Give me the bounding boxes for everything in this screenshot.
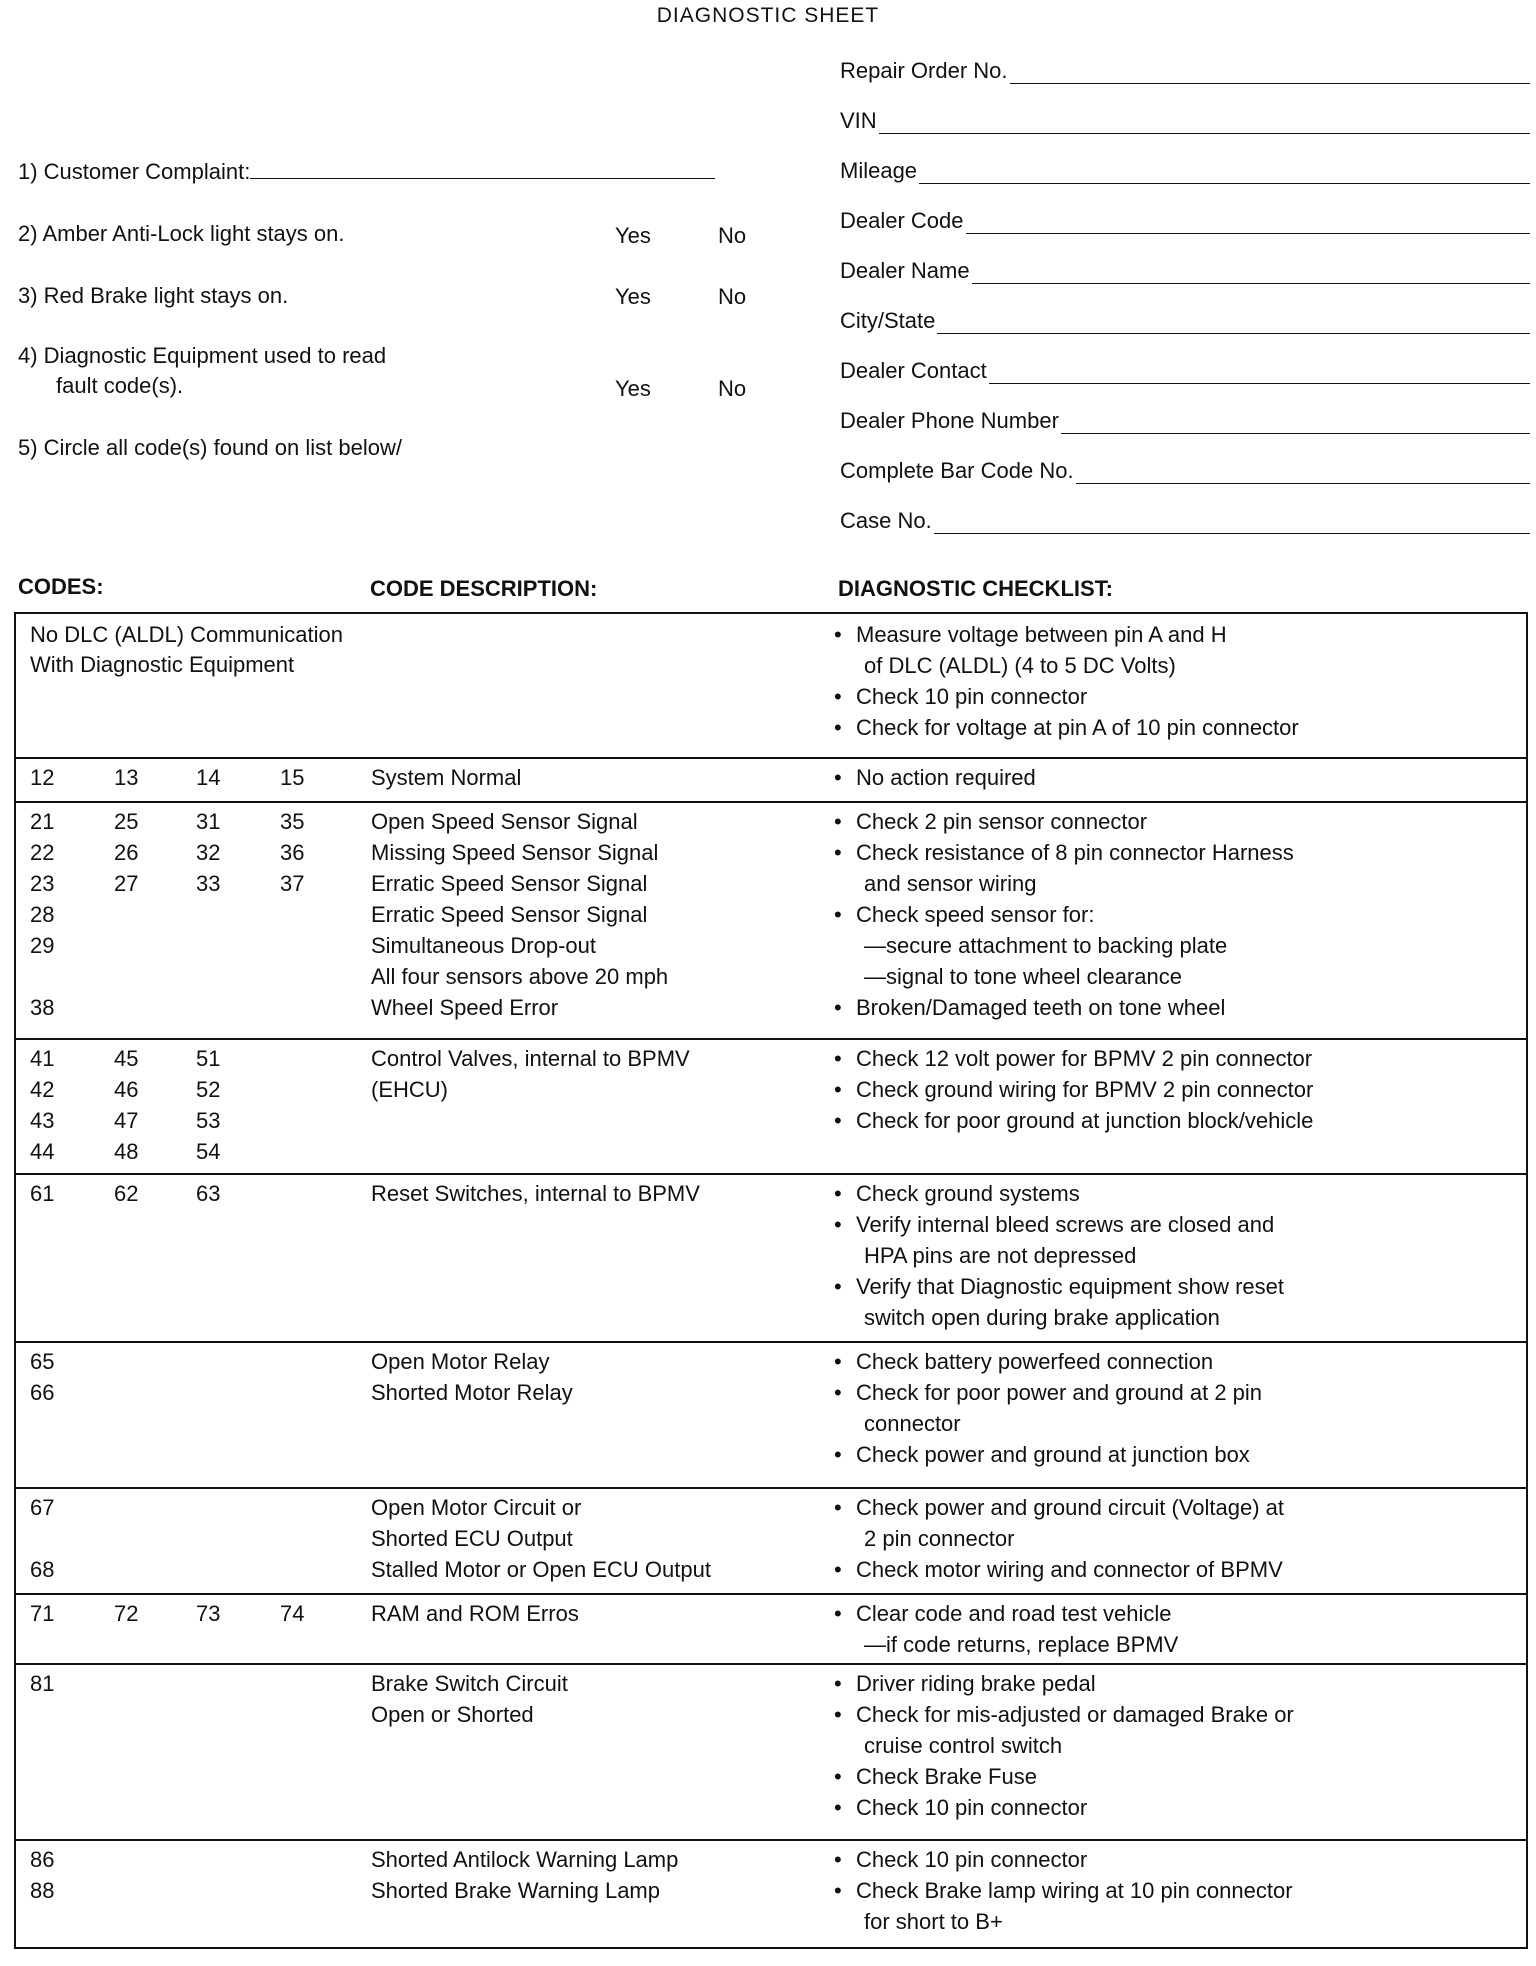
fault-code[interactable]: 43 [30, 1108, 55, 1133]
yes-option[interactable]: Yes [615, 284, 651, 309]
field-line[interactable] [934, 515, 1530, 534]
field-label: VIN [840, 108, 877, 133]
field-line[interactable] [966, 215, 1530, 234]
code-description: Erratic Speed Sensor Signal [371, 871, 648, 896]
field-line[interactable] [879, 115, 1530, 134]
checklist-item [834, 1408, 961, 1439]
table-row [16, 614, 1526, 757]
question-red-brake-light [18, 281, 288, 311]
checklist-item [834, 650, 1176, 681]
checklist-text: Check battery powerfeed connection [856, 1349, 1214, 1374]
checklist-item [834, 619, 1227, 650]
code-description: Shorted Brake Warning Lamp [371, 1878, 660, 1903]
bullet-icon: • [834, 1764, 842, 1789]
checklist-item [834, 806, 1147, 837]
checklist-text: Verify that Diagnostic equipment show reset [856, 1274, 1285, 1299]
fault-code[interactable]: 61 [30, 1181, 55, 1206]
checklist-item [834, 1629, 1178, 1660]
code-description: Simultaneous Drop-out [371, 933, 597, 958]
bullet-icon: • [834, 1077, 842, 1102]
field-line[interactable] [972, 265, 1530, 284]
checklist-item [834, 762, 1036, 793]
field-line[interactable] [1061, 415, 1530, 434]
question-circle-codes [18, 433, 402, 463]
bullet-icon: • [834, 1702, 842, 1727]
question-label-cont: fault code(s). [56, 373, 184, 398]
fault-code[interactable]: 41 [30, 1046, 55, 1071]
fault-code[interactable]: 26 [114, 840, 139, 865]
table-row [16, 1663, 1526, 1841]
checklist-text: cruise control switch [864, 1733, 1063, 1758]
yes-option[interactable]: Yes [615, 376, 651, 401]
bullet-icon: • [834, 622, 842, 647]
checklist-item [834, 961, 1182, 992]
fault-code[interactable]: 66 [30, 1380, 55, 1405]
checklist-item [834, 1598, 1172, 1629]
checklist-text: Check ground systems [856, 1181, 1080, 1206]
field-label: Dealer Phone Number [840, 408, 1059, 433]
fault-code[interactable]: 21 [30, 809, 55, 834]
code-description: Brake Switch Circuit [371, 1671, 568, 1696]
no-option[interactable]: No [718, 223, 747, 248]
checklist-item [834, 1699, 1294, 1730]
checklist-text: Clear code and road test vehicle [856, 1601, 1172, 1626]
table-row [16, 757, 1526, 803]
fault-code[interactable]: 73 [196, 1601, 221, 1626]
fault-code[interactable]: 14 [196, 765, 221, 790]
bullet-icon: • [834, 1274, 842, 1299]
checklist-text: Check 12 volt power for BPMV 2 pin connector [856, 1046, 1313, 1071]
question-diagnostic-equipment [18, 341, 386, 401]
checklist-item [834, 1302, 1220, 1333]
field-label: City/State [840, 308, 936, 333]
bullet-icon: • [834, 1108, 842, 1133]
fault-code[interactable]: 88 [30, 1878, 55, 1903]
field-dealer-name[interactable] [840, 258, 1530, 284]
checklist-item [834, 1240, 1136, 1271]
code-description: Erratic Speed Sensor Signal [371, 902, 648, 927]
field-label: Dealer Contact [840, 358, 987, 383]
bullet-icon: • [834, 684, 842, 709]
question-label: 1) Customer Complaint: [18, 159, 251, 184]
bullet-icon: • [834, 715, 842, 740]
fault-code[interactable]: 81 [30, 1671, 55, 1696]
fault-code[interactable]: 63 [196, 1181, 221, 1206]
checklist-text: Driver riding brake pedal [856, 1671, 1096, 1696]
question-label: 5) Circle all code(s) found on list below/ [18, 435, 402, 460]
checklist-item [834, 1178, 1080, 1209]
checklist-item [834, 1209, 1274, 1240]
code-description: System Normal [371, 765, 522, 790]
checklist-item [834, 681, 1087, 712]
code-description: Shorted Motor Relay [371, 1380, 573, 1405]
checklist-text: Check for mis-adjusted or damaged Brake or [856, 1702, 1294, 1727]
checklist-item [834, 1105, 1313, 1136]
checklist-text: Check 2 pin sensor connector [856, 809, 1148, 834]
code-description: Control Valves, internal to BPMV [371, 1046, 690, 1071]
fault-code[interactable]: 72 [114, 1601, 139, 1626]
code-description: Missing Speed Sensor Signal [371, 840, 659, 865]
checklist-text: Broken/Damaged teeth on tone wheel [856, 995, 1226, 1020]
checklist-item [834, 1074, 1313, 1105]
checklist-item [834, 930, 1227, 961]
fault-code[interactable]: 54 [196, 1139, 221, 1164]
fault-code[interactable]: 48 [114, 1139, 139, 1164]
field-line[interactable] [919, 165, 1530, 184]
fault-code[interactable]: 67 [30, 1495, 55, 1520]
checklist-text: HPA pins are not depressed [864, 1243, 1137, 1268]
checklist-item [834, 1554, 1283, 1585]
checklist-text: Check 10 pin connector [856, 684, 1088, 709]
fault-code[interactable]: 29 [30, 933, 55, 958]
bullet-icon: • [834, 995, 842, 1020]
code-description: No DLC (ALDL) Communication [30, 622, 343, 647]
bullet-icon: • [834, 1380, 842, 1405]
table-row [16, 1487, 1526, 1595]
field-line[interactable] [989, 365, 1530, 384]
field-dealer-phone[interactable] [840, 408, 1530, 434]
bullet-icon: • [834, 1349, 842, 1374]
code-description: With Diagnostic Equipment [30, 652, 295, 677]
checklist-item [834, 1792, 1087, 1823]
checklist-item [834, 712, 1299, 743]
checklist-text: and sensor wiring [864, 871, 1037, 896]
code-description: (EHCU) [371, 1077, 448, 1102]
bullet-icon: • [834, 1557, 842, 1582]
question-label: 3) Red Brake light stays on. [18, 283, 289, 308]
checklist-item [834, 1271, 1284, 1302]
bullet-icon: • [834, 1795, 842, 1820]
fault-code[interactable]: 46 [114, 1077, 139, 1102]
checklist-text: —if code returns, replace BPMV [864, 1632, 1179, 1657]
code-description: Shorted Antilock Warning Lamp [371, 1847, 679, 1872]
checklist-text: for short to B+ [864, 1909, 1003, 1934]
checklist-item [834, 837, 1294, 868]
question-label: 4) Diagnostic Equipment used to read [18, 343, 387, 368]
fault-code[interactable]: 12 [30, 765, 55, 790]
bullet-icon: • [834, 840, 842, 865]
code-description: Stalled Motor or Open ECU Output [371, 1557, 711, 1582]
field-label: Repair Order No. [840, 58, 1008, 83]
checklist-text: switch open during brake application [864, 1305, 1220, 1330]
fault-code[interactable]: 37 [280, 871, 305, 896]
bullet-icon: • [834, 1212, 842, 1237]
checklist-text: 2 pin connector [864, 1526, 1015, 1551]
field-label: Complete Bar Code No. [840, 458, 1074, 483]
field-dealer-contact[interactable] [840, 358, 1530, 384]
bullet-icon: • [834, 809, 842, 834]
checklist-text: Check resistance of 8 pin connector Harness [856, 840, 1294, 865]
checklist-item [834, 1844, 1087, 1875]
code-description: Wheel Speed Error [371, 995, 559, 1020]
checklist-text: Check motor wiring and connector of BPMV [856, 1557, 1283, 1582]
field-label: Case No. [840, 508, 932, 533]
checklist-item [834, 1492, 1284, 1523]
fault-code[interactable]: 47 [114, 1108, 139, 1133]
bullet-icon: • [834, 1495, 842, 1520]
table-row [16, 1341, 1526, 1489]
header-diagnostic-checklist: DIAGNOSTIC CHECKLIST: [838, 576, 1113, 601]
bullet-icon: • [834, 1671, 842, 1696]
checklist-text: —secure attachment to backing plate [864, 933, 1228, 958]
fault-code[interactable]: 86 [30, 1847, 55, 1872]
fault-code[interactable]: 53 [196, 1108, 221, 1133]
checklist-text: Check speed sensor for: [856, 902, 1095, 927]
fault-code[interactable]: 45 [114, 1046, 139, 1071]
code-description: Reset Switches, internal to BPMV [371, 1181, 700, 1206]
checklist-item [834, 1730, 1062, 1761]
code-description: Open Motor Relay [371, 1349, 550, 1374]
fault-code[interactable]: 42 [30, 1077, 55, 1102]
checklist-text: Check for voltage at pin A of 10 pin connector [856, 715, 1299, 740]
field-label: Dealer Code [840, 208, 964, 233]
code-description: All four sensors above 20 mph [371, 964, 669, 989]
bullet-icon: • [834, 1181, 842, 1206]
fault-code[interactable]: 38 [30, 995, 55, 1020]
yes-option[interactable]: Yes [615, 223, 651, 248]
checklist-item [834, 992, 1225, 1023]
fault-code[interactable]: 68 [30, 1557, 55, 1582]
field-vin[interactable] [840, 108, 1530, 134]
fault-code[interactable]: 27 [114, 871, 139, 896]
page-title: DIAGNOSTIC SHEET [656, 4, 880, 27]
checklist-item [834, 868, 1036, 899]
fault-code[interactable]: 35 [280, 809, 305, 834]
table-row [16, 1839, 1526, 1953]
bullet-icon: • [834, 1601, 842, 1626]
bullet-icon: • [834, 902, 842, 927]
field-label: Dealer Name [840, 258, 970, 283]
field-mileage[interactable] [840, 158, 1530, 184]
fault-code[interactable]: 65 [30, 1349, 55, 1374]
table-row [16, 1593, 1526, 1665]
checklist-item [834, 1523, 1014, 1554]
code-description: Open Speed Sensor Signal [371, 809, 638, 834]
checklist-item [834, 899, 1094, 930]
complaint-line [250, 158, 715, 179]
checklist-text: Check Brake lamp wiring at 10 pin connector [856, 1878, 1293, 1903]
checklist-text: of DLC (ALDL) (4 to 5 DC Volts) [864, 653, 1176, 678]
field-label: Mileage [840, 158, 918, 183]
field-city-state[interactable] [840, 308, 1530, 334]
checklist-item [834, 1377, 1262, 1408]
question-amber-light [18, 219, 345, 249]
fault-code[interactable]: 23 [30, 871, 55, 896]
fault-code[interactable]: 13 [114, 765, 139, 790]
fault-code[interactable]: 22 [30, 840, 55, 865]
fault-code[interactable]: 62 [114, 1181, 139, 1206]
checklist-item [834, 1668, 1096, 1699]
field-line[interactable] [1076, 465, 1530, 484]
checklist-text: —signal to tone wheel clearance [864, 964, 1182, 989]
checklist-item [834, 1439, 1250, 1470]
question-customer-complaint [18, 157, 715, 187]
code-description: Shorted ECU Output [371, 1526, 573, 1551]
fault-code[interactable]: 32 [196, 840, 221, 865]
field-line[interactable] [1010, 65, 1530, 84]
bullet-icon: • [834, 1878, 842, 1903]
bullet-icon: • [834, 1046, 842, 1071]
field-repair-order[interactable] [840, 58, 1530, 84]
code-description: RAM and ROM Erros [371, 1601, 579, 1626]
fault-code[interactable]: 36 [280, 840, 305, 865]
fault-code[interactable]: 31 [196, 809, 221, 834]
fault-code[interactable]: 71 [30, 1601, 55, 1626]
no-option[interactable]: No [718, 284, 747, 309]
field-dealer-code[interactable] [840, 208, 1530, 234]
fault-code[interactable]: 25 [114, 809, 139, 834]
field-case-no[interactable] [840, 508, 1530, 534]
field-line[interactable] [937, 315, 1530, 334]
checklist-item [834, 1761, 1037, 1792]
checklist-text: Measure voltage between pin A and H [856, 622, 1227, 647]
fault-code[interactable]: 51 [196, 1046, 221, 1071]
checklist-text: Check power and ground at junction box [856, 1442, 1250, 1467]
checklist-item [834, 1346, 1213, 1377]
fault-code[interactable]: 52 [196, 1077, 221, 1102]
header-codes: CODES: [18, 574, 104, 599]
checklist-text: connector [864, 1411, 961, 1436]
fault-code[interactable]: 44 [30, 1139, 55, 1164]
bullet-icon: • [834, 1442, 842, 1467]
question-label: 2) Amber Anti-Lock light stays on. [18, 221, 345, 246]
bullet-icon: • [834, 1847, 842, 1872]
checklist-text: Check ground wiring for BPMV 2 pin connector [856, 1077, 1314, 1102]
checklist-text: Check for poor ground at junction block/vehicle [856, 1108, 1314, 1133]
checklist-item [834, 1043, 1312, 1074]
bullet-icon: • [834, 765, 842, 790]
checklist-text: Check 10 pin connector [856, 1795, 1088, 1820]
fault-code[interactable]: 28 [30, 902, 55, 927]
checklist-item [834, 1906, 1003, 1937]
fault-code[interactable]: 74 [280, 1601, 305, 1626]
table-row [16, 1038, 1526, 1175]
table-row [16, 801, 1526, 1040]
code-description: Open Motor Circuit or [371, 1495, 582, 1520]
field-bar-code[interactable] [840, 458, 1530, 484]
no-option[interactable]: No [718, 376, 747, 401]
checklist-text: Check 10 pin connector [856, 1847, 1088, 1872]
checklist-text: Check power and ground circuit (Voltage) at [856, 1495, 1285, 1520]
header-code-description: CODE DESCRIPTION: [370, 576, 598, 601]
fault-code[interactable]: 15 [280, 765, 305, 790]
code-description: Open or Shorted [371, 1702, 534, 1727]
table-row [16, 1173, 1526, 1343]
fault-code[interactable]: 33 [196, 871, 221, 896]
checklist-text: Check for poor power and ground at 2 pin [856, 1380, 1263, 1405]
checklist-item [834, 1875, 1293, 1906]
checklist-text: Verify internal bleed screws are closed and [856, 1212, 1275, 1237]
codes-table [14, 612, 1528, 1949]
checklist-text: Check Brake Fuse [856, 1764, 1037, 1789]
checklist-text: No action required [856, 765, 1036, 790]
